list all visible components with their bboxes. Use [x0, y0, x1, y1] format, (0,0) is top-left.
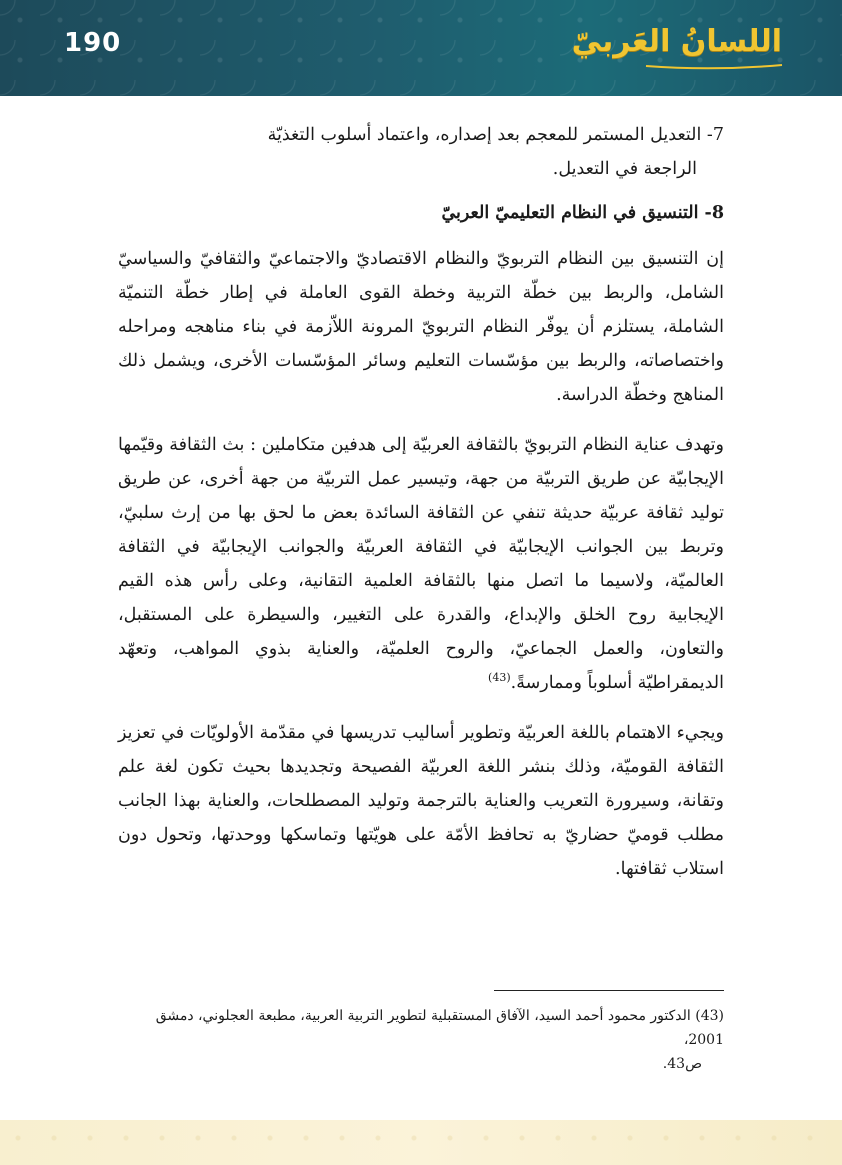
- page-header: [0, 0, 842, 96]
- page-content: [118, 118, 724, 902]
- paragraph-3: ويجيء الاهتمام باللغة العربيّة وتطوير أساليب تدريسها في مقدّمة الأولويّات في تعزيز الثقافة القوميّة، وذلك بنشر اللغة العربيّة الفصيحة وتجديدها بحيث تكون لغة علم وتقانة، وسيرورة التعريب والعناية بالترجمة وتوليد المصطلحات، والعناية بهذا الجانب مطلب قوميّ حضاريّ به تحافظ الأمّة على هويّتها وتماسكها ووحدتها، وتحول دون استلاب ثقافتها.: [118, 723, 724, 879]
- footnote-divider: [494, 990, 724, 991]
- section-heading-8: 8- التنسيق في النظام التعليميّ العربيّ: [441, 203, 724, 223]
- journal-logo: اللسانُ العَربيّ: [571, 24, 782, 59]
- footnote-line-1: (43) الدكتور محمود أحمد السيد، الآفاق المستقبلية لتطوير التربية العربية، مطبعة العجلوني، دمشق 2001،: [155, 1008, 724, 1048]
- footer-pattern: [0, 1120, 842, 1165]
- paragraph-1: إن التنسيق بين النظام التربويّ والنظام الاقتصاديّ والاجتماعيّ والثقافيّ والسياسيّ الشامل، والربط بين خطّة التربية وخطة القوى العاملة في إطار خطّة التنميّة الشاملة، يستلزم أن يوفّر النظام التربويّ المرونة اللاّزمة في بناء مناهجه ومراحله واختصاصاته، والربط بين مؤسّسات التعليم وسائر المؤسّسات الأخرى، ويشمل ذلك المناهج وخطّة الدراسة.: [118, 249, 724, 405]
- list-item-7-continuation: الراجعة في التعديل.: [552, 159, 697, 179]
- logo-swash-icon: [644, 62, 784, 70]
- page-footer: [0, 1120, 842, 1165]
- footnote: [118, 1004, 724, 1076]
- list-item-7: 7- التعديل المستمر للمعجم بعد إصداره، واعتماد أسلوب التغذيّة: [267, 125, 724, 145]
- paragraph-2: [118, 428, 724, 700]
- footnote-reference: (43): [488, 671, 511, 685]
- page-number: 190: [64, 28, 122, 58]
- footnote-line-2: ص43.: [662, 1056, 702, 1072]
- paragraph-2-text: وتهدف عناية النظام التربويّ بالثقافة العربيّة إلى هدفين متكاملين : بث الثقافة وقيّمها الإيجابيّة عن طريق التربيّة من جهة، وتيسير عمل التربيّة من جهة أخرى، عن طريق توليد ثقافة عربيّة حديثة تنفي عن الثقافة السائدة بعض ما لحق بها من إرث سلبيّ، وتربط بين الجوانب الإيجابيّة في الثقافة العربيّة والجوانب الإيجابيّة في الثقافة العالميّة، ولاسيما ما اتصل منها بالثقافة العلمية التقانية، وعلى رأس هذه القيم الإيجابية روح الخلق والإبداع، والقدرة على التغيير، والسيطرة على المستقبل، والتعاون، والعمل الجماعيّ، والروح العلميّة، والعناية بذوي المواهب، وتعهّد الديمقراطيّة أسلوباً وممارسةً.: [118, 435, 724, 693]
